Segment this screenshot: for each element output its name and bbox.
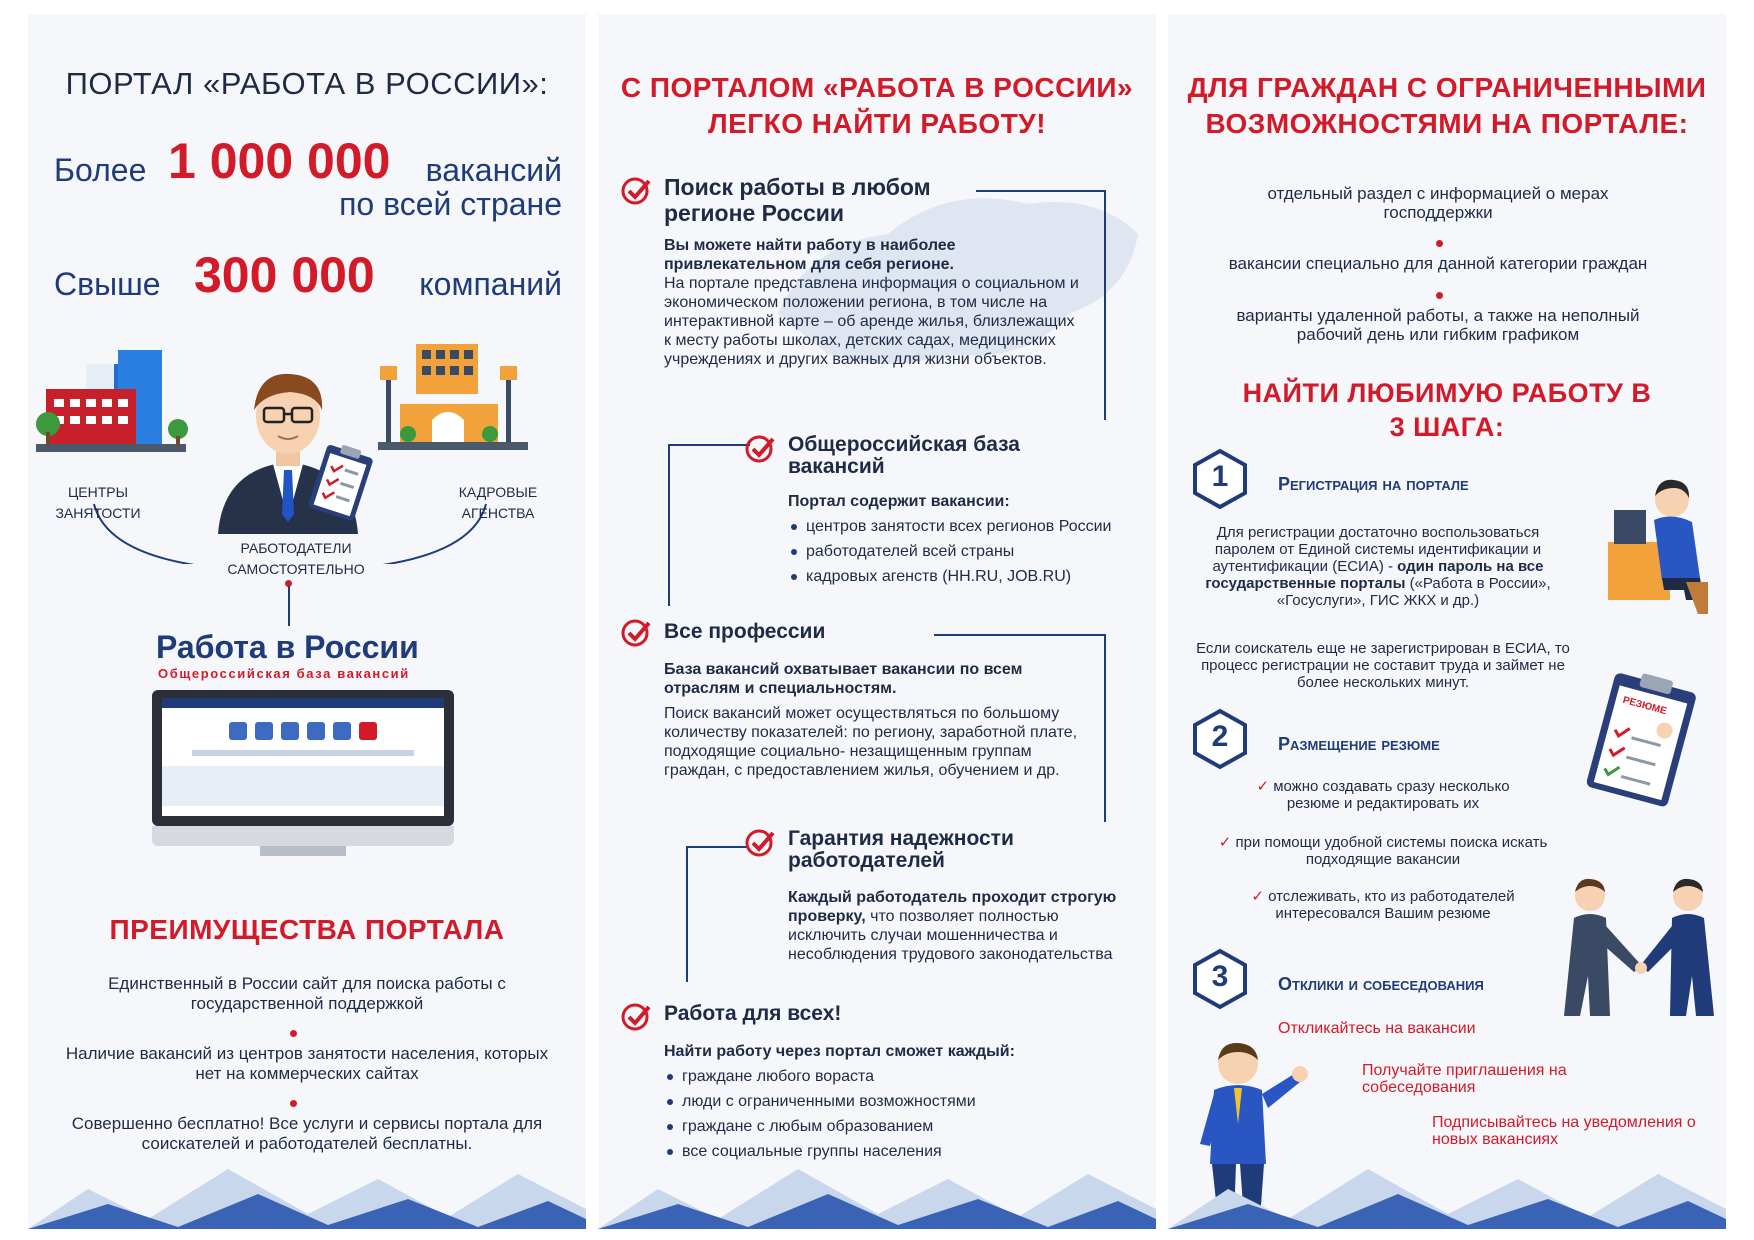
bullet-dot xyxy=(1436,292,1443,299)
mountains-decoration xyxy=(1168,1139,1726,1229)
checkmark-icon xyxy=(744,826,778,860)
section-professions-text: Поиск вакансий может осуществляться по большому количеству показателей: по региону, заработной плате, подходящие социально- незащищенным группам граждан, с предоставлением жилья, обучением и др. xyxy=(664,705,1078,779)
step-1-text xyxy=(1188,524,1568,609)
section-everyone-title: Работа для всех! xyxy=(664,1002,842,1025)
step-2-item xyxy=(1208,834,1558,868)
steps-title-line2: 3 ШАГА: xyxy=(1389,412,1505,442)
person-at-computer-illustration xyxy=(1604,470,1714,620)
portal-logo-title: Работа в России xyxy=(156,629,419,665)
section-reliability-text xyxy=(788,888,1140,964)
advantage-item: Наличие вакансий из центров занятости населения, которых нет на коммерческих сайтах xyxy=(65,1044,549,1083)
list-item: центров занятости всех регионов России xyxy=(788,514,1148,539)
step-1-note: Если соискатель еще не зарегистрирован в ЕСИА, то процесс регистрации не составит труда и займет не более нескольких минут. xyxy=(1196,640,1570,691)
step-1-title: Регистрация на портале xyxy=(1278,474,1469,494)
step-2-item xyxy=(1218,888,1548,922)
database-list xyxy=(788,514,1148,589)
handshake-illustration xyxy=(1560,866,1720,1026)
step-1-text-part: Для регистрации достаточно воспользоваться паролем от Единой системы идентификации и аутентификации (ЕСИА) - xyxy=(1212,524,1542,575)
step-1-text-part: («Работа в России», «Госуслуги», ГИС ЖКХ и др.) xyxy=(1276,575,1551,609)
list-item: работодателей всей страны xyxy=(788,539,1148,564)
frame-line xyxy=(668,444,750,606)
bullet-dot xyxy=(290,1100,297,1107)
list-item: все социальные группы населения xyxy=(664,1139,1104,1164)
vacancies-line2: по всей стране xyxy=(339,186,562,222)
step-1-bold: один пароль на все государственные порталы xyxy=(1205,558,1544,592)
section-region-title: Поиск работы в любом регионе России xyxy=(664,174,931,226)
panel-disabled-and-steps xyxy=(1168,14,1726,1229)
step-2-item-text: отслеживать, кто из работодателей интересовался Вашим резюме xyxy=(1268,888,1515,922)
section-everyone-lead: Найти работу через портал сможет каждый: xyxy=(664,1043,1015,1060)
frame-line xyxy=(686,846,748,982)
checkmark-icon xyxy=(620,616,654,650)
bullet-dot xyxy=(1436,240,1443,247)
companies-prefix: Свыше xyxy=(54,266,161,302)
companies-number: 300 000 xyxy=(194,247,375,303)
check-icon: ✓ xyxy=(1218,834,1236,851)
section-professions-title: Все профессии xyxy=(664,620,826,643)
step-1-number: 1 xyxy=(1211,460,1229,493)
vacancies-prefix: Более xyxy=(54,152,147,188)
resume-clipboard-illustration xyxy=(1586,666,1716,816)
feature-item: отдельный раздел с информацией о мерах господдержки xyxy=(1267,184,1609,222)
advantages-title: ПРЕИМУЩЕСТВА ПОРТАЛА xyxy=(109,914,505,945)
mountains-decoration xyxy=(598,1139,1156,1229)
panel3-title-line2: ВОЗМОЖНОСТЯМИ НА ПОРТАЛЕ: xyxy=(1205,108,1689,139)
panel2-title xyxy=(598,70,1156,142)
portal-title: ПОРТАЛ «РАБОТА В РОССИИ»: xyxy=(65,66,549,101)
companies-suffix: компаний xyxy=(419,266,562,302)
label-employment-centers: ЦЕНТРЫ ЗАНЯТОСТИ xyxy=(55,484,141,521)
resume-label: РЕЗЮМЕ xyxy=(1621,694,1668,718)
panel3-title xyxy=(1168,70,1726,142)
label-employers: РАБОТОДАТЕЛИ САМОСТОЯТЕЛЬНО xyxy=(227,540,365,577)
list-item: кадровых агенств (HH.RU, JOB.RU) xyxy=(788,564,1148,589)
section-reliability-title: Гарантия надежности работодателей xyxy=(788,827,1014,872)
checkmark-icon xyxy=(620,1000,654,1034)
advantage-item: Единственный в России сайт для поиска работы с государственной поддержкой xyxy=(108,974,506,1013)
step-2-title: Размещение резюме xyxy=(1278,734,1440,754)
check-icon: ✓ xyxy=(1251,888,1269,905)
website-screenshot xyxy=(162,698,444,816)
list-item: граждане любого вораста xyxy=(664,1064,1104,1089)
step-2-item-text: при помощи удобной системы поиска искать подходящие вакансии xyxy=(1235,834,1548,868)
checkmark-icon xyxy=(620,174,654,208)
step-2-item xyxy=(1228,778,1538,812)
section-region-text: На портале представлена информация о социальном и экономическом положении региона, в том числе на интерактивной карте – об аренде жилья, близлежащих к месту работы школах, детских садах, медицинских учреждениях и других важных для жизни объектов. xyxy=(664,275,1079,368)
step-2-number: 2 xyxy=(1211,720,1229,753)
advantage-item: Совершенно бесплатно! Все услуги и сервисы портала для соискателей и работодателей бесплатны. xyxy=(71,1114,543,1153)
section-database-lead: Портал содержит вакансии: xyxy=(788,493,1010,510)
connector-line xyxy=(288,586,290,626)
checkmark-icon xyxy=(744,432,778,466)
panel-portal-overview xyxy=(28,14,586,1229)
section-professions-lead: База вакансий охватывает вакансии по всем отраслям и специальностям. xyxy=(664,661,1023,697)
list-item: граждане с любым образованием xyxy=(664,1114,1104,1139)
section-database-title: Общероссийская база вакансий xyxy=(788,433,1020,478)
panel2-title-line1: С ПОРТАЛОМ «РАБОТА В РОССИИ» xyxy=(620,72,1134,103)
step-3-number: 3 xyxy=(1211,960,1229,993)
step-2-item-text: можно создавать сразу несколько резюме и редактировать их xyxy=(1273,778,1510,812)
steps-title-line1: НАЙТИ ЛЮБИМУЮ РАБОТУ В xyxy=(1242,378,1652,408)
step-3-title: Отклики и собеседования xyxy=(1278,974,1484,994)
list-item: люди с ограниченными возможностями xyxy=(664,1089,1104,1114)
buildings-illustration xyxy=(28,344,586,564)
step-3-item: Получайте приглашения на собеседования xyxy=(1362,1062,1567,1096)
bullet-dot xyxy=(290,1030,297,1037)
monitor-illustration xyxy=(152,690,454,856)
portal-logo-subtitle: Общероссийская база вакансий xyxy=(158,666,410,681)
section-reliability-lead: Каждый работодатель проходит строгую проверку, xyxy=(788,889,1117,925)
mountains-decoration xyxy=(28,1139,586,1229)
label-agencies: КАДРОВЫЕ АГЕНСТВА xyxy=(458,484,538,521)
check-icon: ✓ xyxy=(1256,778,1274,795)
step-3-item: Подписывайтесь на уведомления о новых вакансиях xyxy=(1432,1114,1696,1148)
panel3-title-line1: ДЛЯ ГРАЖДАН С ОГРАНИЧЕННЫМИ xyxy=(1187,72,1707,103)
step-3-item: Откликайтесь на вакансии xyxy=(1278,1020,1476,1037)
feature-item: вакансии специально для данной категории граждан xyxy=(1228,254,1648,273)
agency-building xyxy=(378,344,528,450)
section-reliability-body: что позволяет полностью исключить случаи мошенничества и несоблюдения трудового законодательства xyxy=(788,908,1113,963)
vacancies-number: 1 000 000 xyxy=(168,133,391,189)
feature-item: варианты удаленной работы, а также на неполный рабочий день или гибким графиком xyxy=(1236,306,1640,344)
clipboard-icon xyxy=(308,440,375,521)
panel2-title-line2: ЛЕГКО НАЙТИ РАБОТУ! xyxy=(707,108,1047,139)
employment-center-buildings xyxy=(36,350,188,452)
section-region-lead: Вы можете найти работу в наиболее привлекательном для себя регионе. xyxy=(664,237,956,273)
steps-title xyxy=(1168,376,1726,444)
panel-find-job xyxy=(598,14,1156,1229)
vacancies-suffix: вакансий xyxy=(425,152,562,188)
